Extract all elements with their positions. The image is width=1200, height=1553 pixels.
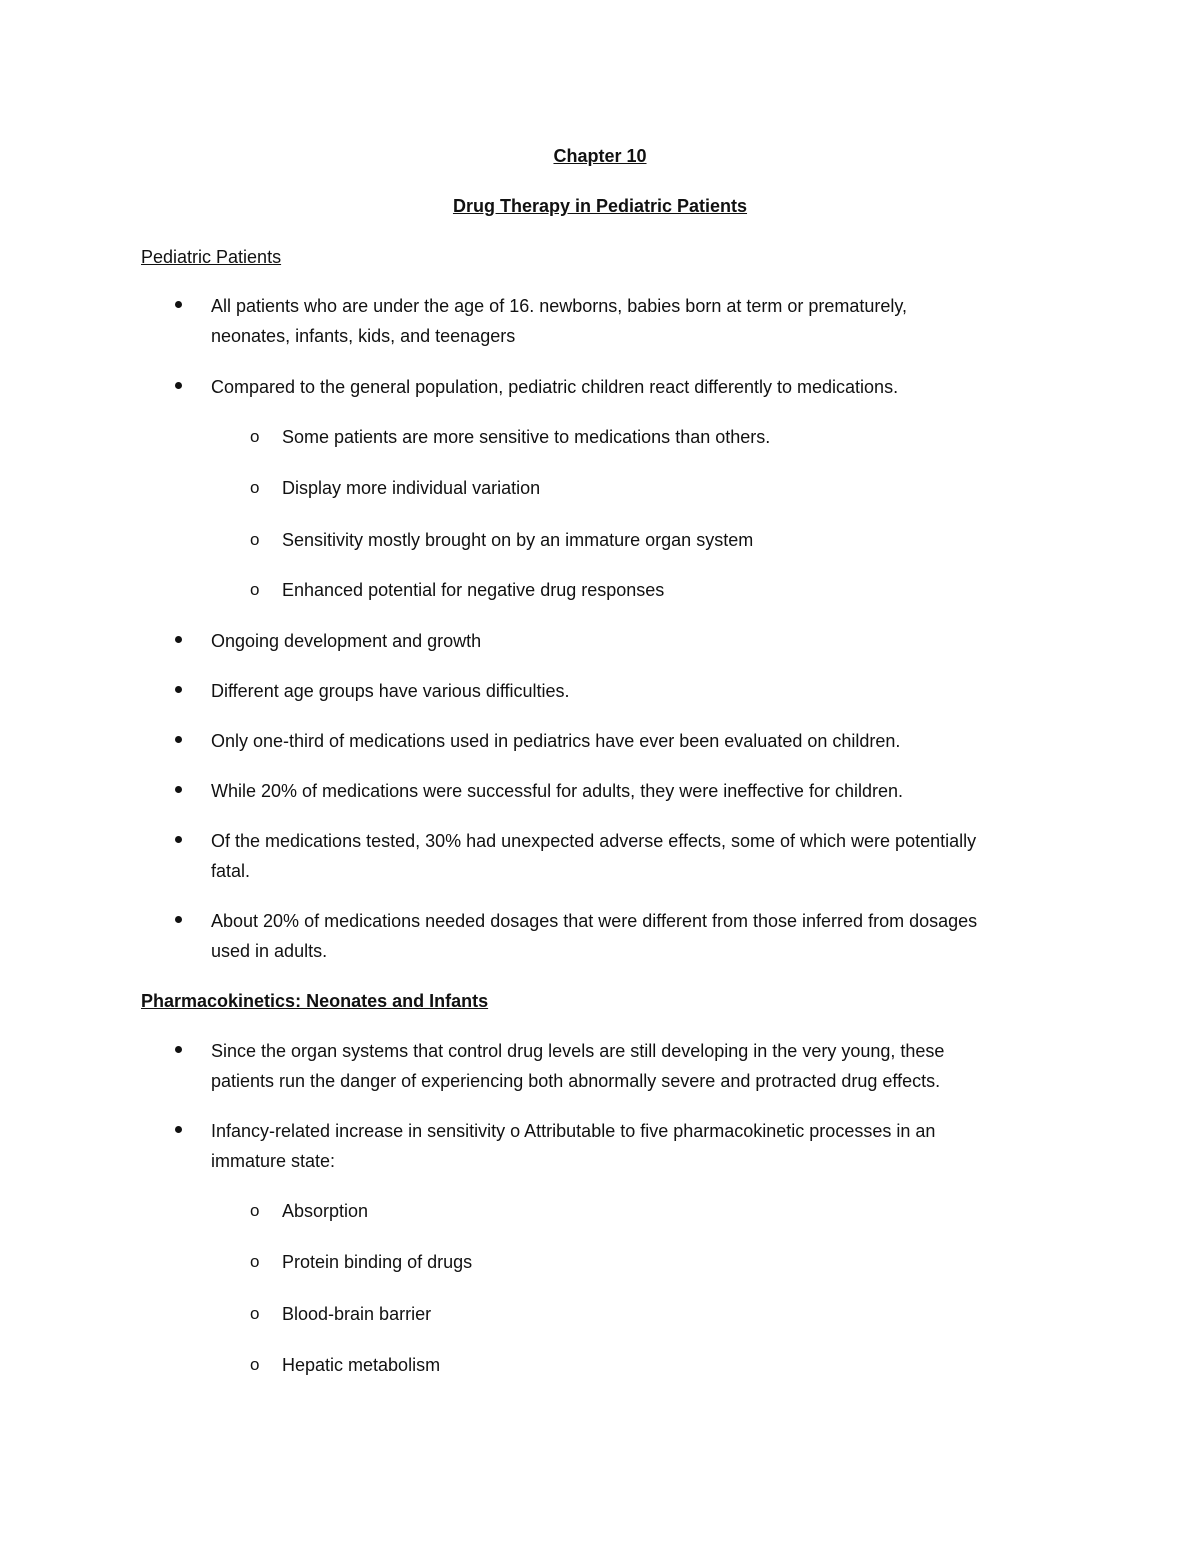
sub-list-item: Blood-brain barrier bbox=[282, 1304, 432, 1324]
sub-list-item: Absorption bbox=[282, 1201, 369, 1221]
list-item-line: neonates, infants, kids, and teenagers bbox=[211, 326, 516, 346]
list-item-line: patients run the danger of experiencing both abnormally severe and protracted drug effects. bbox=[211, 1071, 941, 1091]
list-item-line: fatal. bbox=[211, 861, 251, 881]
section-heading-pharmacokinetics: Pharmacokinetics: Neonates and Infants bbox=[141, 991, 489, 1011]
sub-list-item: Enhanced potential for negative drug responses bbox=[282, 580, 665, 600]
sub-bullet-icon: o bbox=[250, 1201, 260, 1220]
chapter-heading: Chapter 10 bbox=[553, 146, 647, 166]
bullet-icon bbox=[175, 836, 182, 843]
sub-list-item: Sensitivity mostly brought on by an immature organ system bbox=[282, 530, 754, 550]
list-item-line: used in adults. bbox=[211, 941, 328, 961]
bullet-icon bbox=[175, 736, 182, 743]
list-item-line: Different age groups have various difficulties. bbox=[211, 681, 570, 701]
sub-list-item: Display more individual variation bbox=[282, 478, 541, 498]
list-item-line: Of the medications tested, 30% had unexpected adverse effects, some of which were potentially bbox=[211, 831, 977, 851]
bullet-icon bbox=[175, 636, 182, 643]
document-title: Drug Therapy in Pediatric Patients bbox=[452, 196, 748, 216]
sub-bullet-icon: o bbox=[250, 427, 260, 446]
sub-bullet-icon: o bbox=[250, 1304, 260, 1323]
bullet-icon bbox=[175, 916, 182, 923]
list-item-line: Only one-third of medications used in pediatrics have ever been evaluated on children. bbox=[211, 731, 901, 751]
bullet-icon bbox=[175, 301, 182, 308]
sub-bullet-icon: o bbox=[250, 1355, 260, 1374]
sub-list-item: Some patients are more sensitive to medications than others. bbox=[282, 427, 771, 447]
bullet-icon bbox=[175, 382, 182, 389]
bullet-icon bbox=[175, 1046, 182, 1053]
sub-bullet-icon: o bbox=[250, 530, 260, 549]
list-item-line: While 20% of medications were successful for adults, they were ineffective for children. bbox=[211, 781, 903, 801]
list-item-line: Infancy-related increase in sensitivity o Attributable to five pharmacokinetic processes in an bbox=[211, 1121, 936, 1141]
list-item-line: Compared to the general population, pediatric children react differently to medications. bbox=[211, 377, 899, 397]
sub-bullet-icon: o bbox=[250, 1252, 260, 1271]
list-item-line: immature state: bbox=[211, 1151, 336, 1171]
list-item-line: About 20% of medications needed dosages that were different from those inferred from dosages bbox=[211, 911, 978, 931]
list-item-line: Since the organ systems that control drug levels are still developing in the very young, these bbox=[211, 1041, 945, 1061]
sub-list-item: Protein binding of drugs bbox=[282, 1252, 473, 1272]
bullet-icon bbox=[175, 686, 182, 693]
sub-bullet-icon: o bbox=[250, 478, 260, 497]
list-item-line: All patients who are under the age of 16. newborns, babies born at term or prematurely, bbox=[211, 296, 908, 316]
sub-bullet-icon: o bbox=[250, 580, 260, 599]
sub-list-item: Hepatic metabolism bbox=[282, 1355, 441, 1375]
section-heading-pediatric-patients: Pediatric Patients bbox=[141, 247, 282, 267]
bullet-icon bbox=[175, 786, 182, 793]
list-item-line: Ongoing development and growth bbox=[211, 631, 482, 651]
bullet-icon bbox=[175, 1126, 182, 1133]
